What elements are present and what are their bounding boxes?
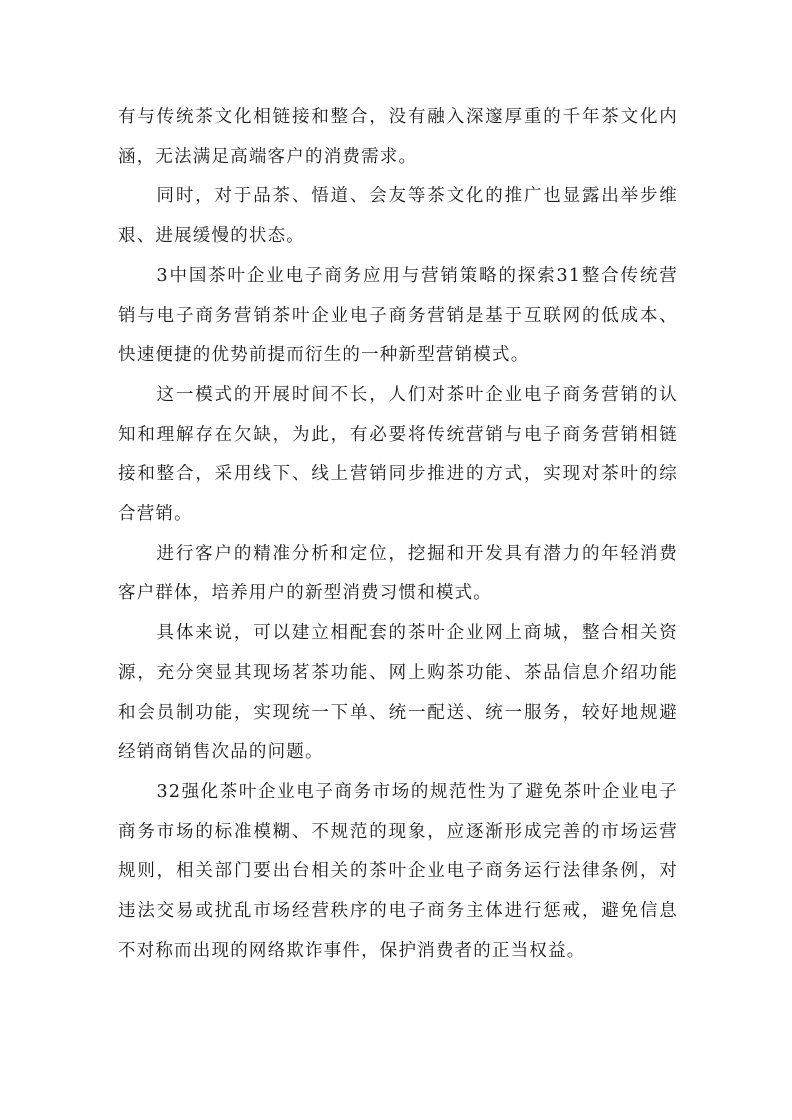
paragraph-6: 具体来说，可以建立相配套的茶叶企业网上商城，整合相关资源，充分突显其现场茗茶功能、网上购茶功能、茶品信息介绍功能和会员制功能，实现统一下单、统一配送、统一服务，较好地规避经销商销售次品的问题。 <box>118 623 678 763</box>
paragraph-2: 同时，对于品茶、悟道、会友等茶文化的推广也显露出举步维艰、进展缓慢的状态。 <box>118 186 678 247</box>
paragraph-7: 32强化茶叶企业电子商务市场的规范性为了避免茶叶企业电子商务市场的标准模糊、不规范的现象，应逐渐形成完善的市场运营规则，相关部门要出台相关的茶叶企业电子商务运行法律条例，对违法交易或扰乱市场经营秩序的电子商务主体进行惩戒，避免信息不对称而出现的网络欺诈事件，保护消费者的正当权益。 <box>118 781 678 961</box>
paragraph-4: 这一模式的开展时间不长，人们对茶叶企业电子商务营销的认知和理解存在欠缺，为此，有必要将传统营销与电子商务营销相链接和整合，采用线下、线上营销同步推进的方式，实现对茶叶的综合营销。 <box>118 384 678 525</box>
paragraph-5: 进行客户的精准分析和定位，挖掘和开发具有潜力的年轻消费客户群体，培养用户的新型消费习惯和模式。 <box>118 543 678 604</box>
paragraph-1: 有与传统茶文化相链接和整合，没有融入深邃厚重的千年茶文化内涵，无法满足高端客户的消费需求。 <box>118 107 678 167</box>
paragraph-3: 3中国茶叶企业电子商务应用与营销策略的探索31整合传统营销与电子商务营销茶叶企业电子商务营销是基于互联网的低成本、快速便捷的优势前提而衍生的一种新型营销模式。 <box>118 265 678 366</box>
document-body <box>118 98 678 971</box>
